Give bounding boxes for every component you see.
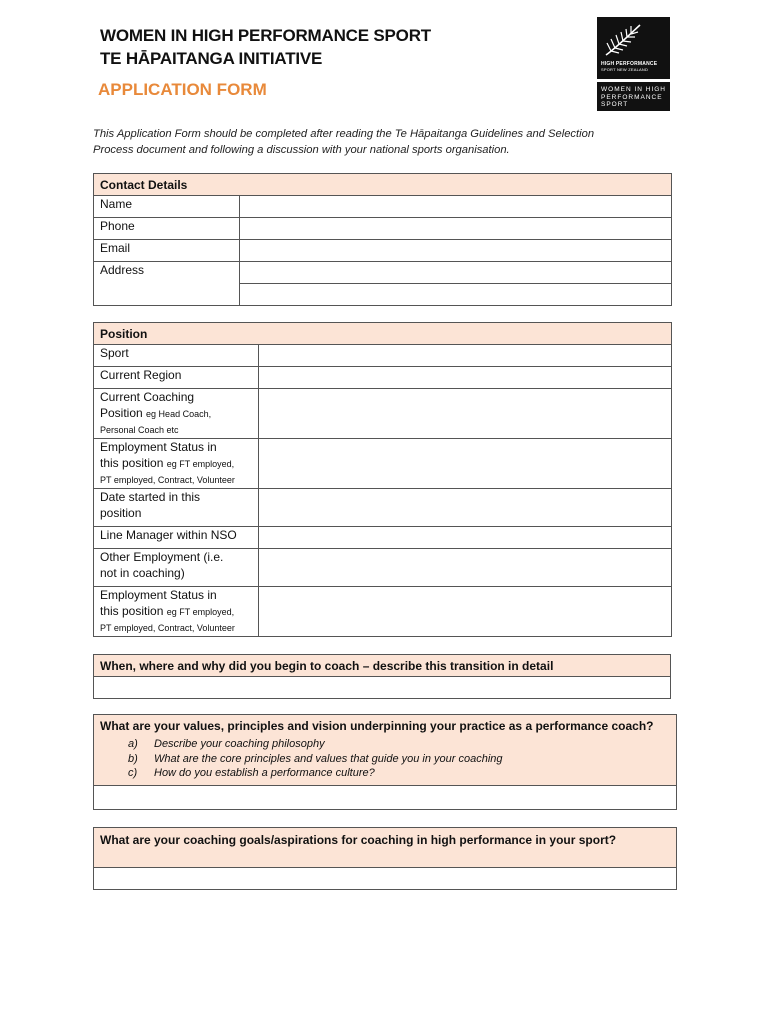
phone-label: Phone: [94, 218, 240, 240]
employment-status-field[interactable]: [259, 439, 672, 489]
employment-example-line2: PT employed, Contract, Volunteer: [100, 475, 235, 485]
email-field[interactable]: [240, 240, 672, 262]
subquestion-a-marker: a): [128, 738, 138, 750]
subquestion-b-marker: b): [128, 752, 138, 765]
women-logo-line3: SPORT: [601, 101, 629, 108]
intro-text: [93, 126, 673, 158]
goals-field[interactable]: [94, 868, 677, 890]
hps-logo-line1: HIGH PERFORMANCE: [601, 61, 658, 67]
document-title: WOMEN IN HIGH PERFORMANCE SPORT: [100, 26, 431, 45]
coaching-example-line2: Personal Coach etc: [100, 425, 179, 435]
other-employment-field[interactable]: [259, 549, 672, 587]
intro-line2: Process document and following a discussion with your national sports organisation.: [93, 144, 510, 156]
subquestion-c: [128, 766, 670, 781]
date-label-line1: Date started in this: [100, 490, 201, 504]
position-heading: Position: [94, 323, 672, 345]
coaching-position-label: [94, 389, 259, 439]
employment2-example-line2: PT employed, Contract, Volunteer: [100, 623, 235, 633]
region-field[interactable]: [259, 367, 672, 389]
other-employment-label: [94, 549, 259, 587]
values-subquestions: [100, 737, 670, 781]
women-logo-line2: PERFORMANCE: [601, 93, 663, 101]
address-label: Address: [94, 262, 240, 306]
date-started-field[interactable]: [259, 489, 672, 527]
line-manager-field[interactable]: [259, 527, 672, 549]
subquestion-a-text: Describe your coaching philosophy: [154, 738, 325, 750]
employment-status-label: [94, 439, 259, 489]
sport-field[interactable]: [259, 345, 672, 367]
women-hps-logo: [597, 82, 670, 111]
phone-field[interactable]: [240, 218, 672, 240]
address-field-line2[interactable]: [240, 284, 672, 306]
form-title: APPLICATION FORM: [98, 80, 267, 99]
subquestion-a: [128, 737, 670, 752]
subquestion-b-text: What are the core principles and values that guide you in your coaching: [154, 752, 503, 765]
values-question-text: What are your values, principles and vision underpinning your practice as a performance coach?: [100, 719, 654, 733]
hps-logo-line2: SPORT NEW ZEALAND: [601, 67, 649, 72]
employment-label-line2: this position: [100, 456, 164, 470]
sport-label: Sport: [94, 345, 259, 367]
initiative-title: TE HĀPAITANGA INITIATIVE: [100, 49, 323, 68]
other-label-line1: Other Employment (i.e.: [100, 550, 224, 564]
employment-label-line1: Employment Status in: [100, 440, 217, 454]
coaching-label-line2: Position: [100, 406, 143, 420]
name-field[interactable]: [240, 196, 672, 218]
values-question: [94, 715, 677, 786]
address-field-line1[interactable]: [240, 262, 672, 284]
employment2-label-line2: this position: [100, 604, 164, 618]
values-field[interactable]: [94, 785, 677, 809]
employment2-example: eg FT employed,: [166, 607, 235, 617]
date-started-label: [94, 489, 259, 527]
employment-example: eg FT employed,: [166, 459, 235, 469]
email-label: Email: [94, 240, 240, 262]
goals-question: What are your coaching goals/aspirations for coaching in high performance in your sport?: [94, 828, 677, 868]
position-table: [93, 322, 672, 637]
contact-details-table: [93, 173, 672, 306]
employment-status-label-2: [94, 587, 259, 637]
intro-line1: This Application Form should be completed after reading the Te Hāpaitanga Guidelines and Selection: [93, 128, 595, 140]
coaching-label-line1: Current Coaching: [100, 390, 195, 404]
other-label-line2: not in coaching): [100, 566, 185, 580]
coaching-position-field[interactable]: [259, 389, 672, 439]
women-logo-line1: WOMEN IN HIGH: [601, 86, 666, 93]
employment2-label-line1: Employment Status in: [100, 588, 217, 602]
employment-status-field-2[interactable]: [259, 587, 672, 637]
name-label: Name: [94, 196, 240, 218]
silver-fern-icon: [603, 23, 643, 57]
goals-table: [93, 827, 677, 890]
date-label-line2: position: [100, 506, 142, 520]
subquestion-c-text: How do you establish a performance culture?: [154, 767, 375, 779]
coaching-example: eg Head Coach,: [146, 409, 212, 419]
hps-logo: [597, 17, 670, 79]
values-table: [93, 714, 677, 810]
coaching-transition-table: [93, 654, 671, 699]
subquestion-b: [128, 752, 670, 767]
coaching-transition-question: When, where and why did you begin to coach – describe this transition in detail: [94, 655, 671, 677]
contact-details-heading: Contact Details: [94, 174, 672, 196]
region-label: Current Region: [94, 367, 259, 389]
subquestion-c-marker: c): [128, 767, 138, 779]
coaching-transition-field[interactable]: [94, 677, 671, 699]
line-manager-label: Line Manager within NSO: [94, 527, 259, 549]
